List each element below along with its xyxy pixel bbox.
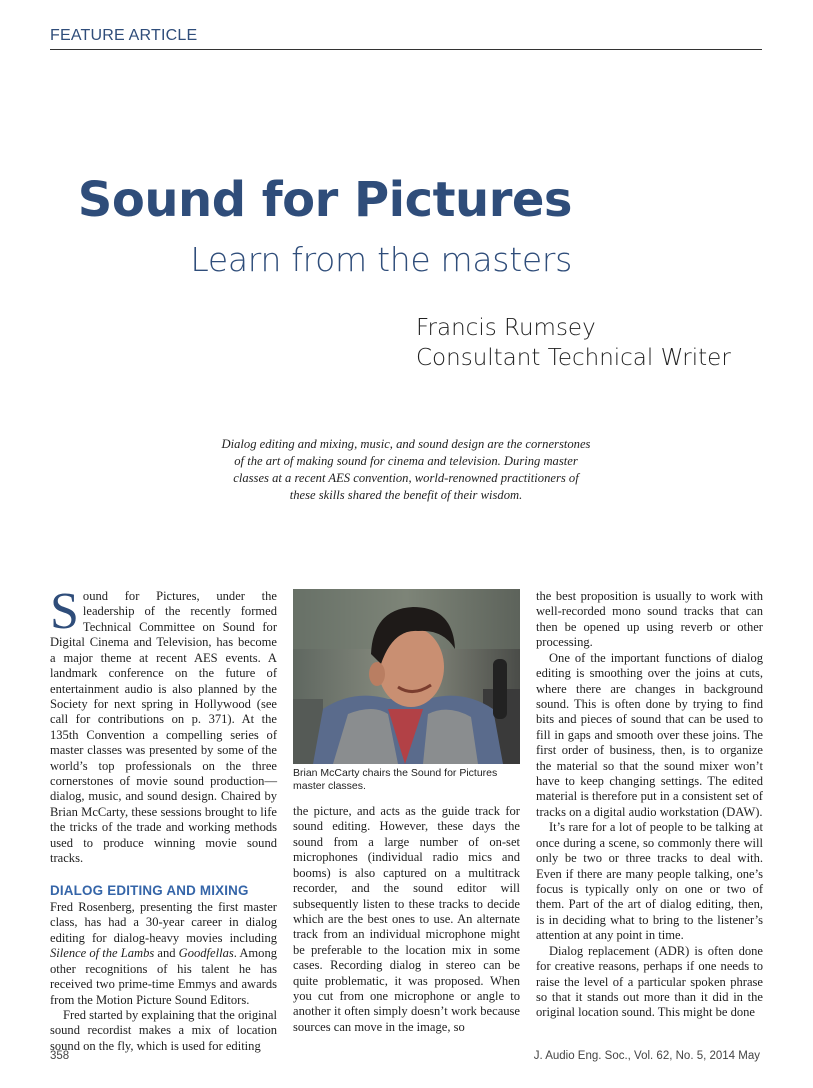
photo-image bbox=[293, 589, 520, 764]
journal-citation: J. Audio Eng. Soc., Vol. 62, No. 5, 2014 May bbox=[533, 1050, 760, 1062]
column-1 bbox=[50, 583, 277, 1054]
photo-brian-mccarty bbox=[293, 589, 520, 764]
article-title: Sound for Pictures bbox=[77, 172, 572, 228]
paragraph-rosenberg bbox=[50, 900, 277, 1008]
section-label: FEATURE ARTICLE bbox=[50, 27, 198, 44]
text-run: and bbox=[154, 946, 179, 961]
film-title: Silence of the Lambs bbox=[50, 946, 155, 961]
drop-cap: S bbox=[50, 583, 79, 640]
article-subtitle: Learn from the masters bbox=[190, 240, 572, 279]
abstract: Dialog editing and mixing, music, and sound design are the cornerstones of the art of making sound for cinema and television. During master classes at a recent AES convention, world-renowned practitioners of these skills shared the benefit of their wisdom. bbox=[221, 437, 591, 502]
author-name: Francis Rumsey bbox=[416, 315, 596, 341]
paragraph-smoothing: One of the important functions of dialog editing is smoothing over the joins at cuts, where there are changes in background sound. This is often done by trying to find bits and pieces of sound that can be used to fill in gaps and smooth over these joins. The first order of business, then, is to organize the material so that the sound mixer won’t have to keep changing settings. The edited material is therefore put in a consistent set of tracks on a digital audio workstation (DAW). bbox=[536, 650, 763, 819]
paragraph-intro-text: ound for Pictures, under the leadership of the recently formed Technical Committee on Sound for Digital Cinema and Television, has become a major theme at recent AES events. A landmark conference on the future of entertainment audio is also planned by the Society for next spring in Hollywood (see call for contributions on p. 371). At the 135th Convention a compelling series of master classes was presented by some of the world’s top professionals on the three cornerstones of movie sound production—dialog, music, and sound design. Chaired by Brian McCarty, these sessions brought to life the tricks of the trade and working methods used to produce winning movie sound tracks. bbox=[50, 589, 277, 866]
column-2 bbox=[293, 804, 520, 1035]
page-number: 358 bbox=[50, 1050, 70, 1062]
paragraph-location-sound: Fred started by explaining that the original sound recordist makes a mix of location sound on the fly, which is used for editing bbox=[50, 1007, 277, 1053]
text-run: . Among other recognitions of his talent he has received two prime-time Emmys and awards from the Motion Picture Sound Editors. bbox=[50, 946, 277, 1007]
paragraph-location-sound-cont: the picture, and acts as the guide track for sound editing. However, these days the sound from a large number of on-set microphones (individual radio mics and booms) is also captured on a multitrack recorder, and the sound editor will subsequently listen to these tracks to decide which are the best ones to use. An alternate track from an individual microphone might be preferable to the location mix in some cases. Recording dialog in stereo can be quite problematic, it was proposed. When you cut from one microphone or angle to another it often simply doesn’t work because sources can move in the image, so bbox=[293, 804, 520, 1034]
section-heading: DIALOG EDITING AND MIXING bbox=[50, 882, 249, 898]
column-3 bbox=[536, 589, 763, 1021]
author-block bbox=[416, 313, 731, 373]
paragraph-mono-tracks: the best proposition is usually to work with well-recorded mono sound tracks that can then be opened up using reverb or other processing. bbox=[536, 589, 763, 650]
paragraph-intro bbox=[50, 583, 277, 867]
author-role: Consultant Technical Writer bbox=[416, 345, 731, 371]
paragraph-tracks: It’s rare for a lot of people to be talking at once during a scene, so commonly there will only be two or three tracks to deal with. Even if there are many people talking, one’s focus is typically only on one or two of them. Part of the art of dialog editing, then, is in deciding what to bring to the listener’s attention at any point in time. bbox=[536, 820, 763, 943]
film-title: Goodfellas bbox=[178, 946, 234, 961]
text-run: Fred Rosenberg, presenting the first master class, has had a 30-year career in dialog editing for dialog-heavy movies including bbox=[50, 900, 277, 945]
figure-caption: Brian McCarty chairs the Sound for Pictures master classes. bbox=[293, 767, 498, 792]
header-rule bbox=[50, 49, 762, 50]
paragraph-adr: Dialog replacement (ADR) is often done for creative reasons, perhaps if one needs to raise the level of a particular spoken phrase so that it stands out more than it did in the original location sound. This might be done bbox=[536, 943, 763, 1020]
